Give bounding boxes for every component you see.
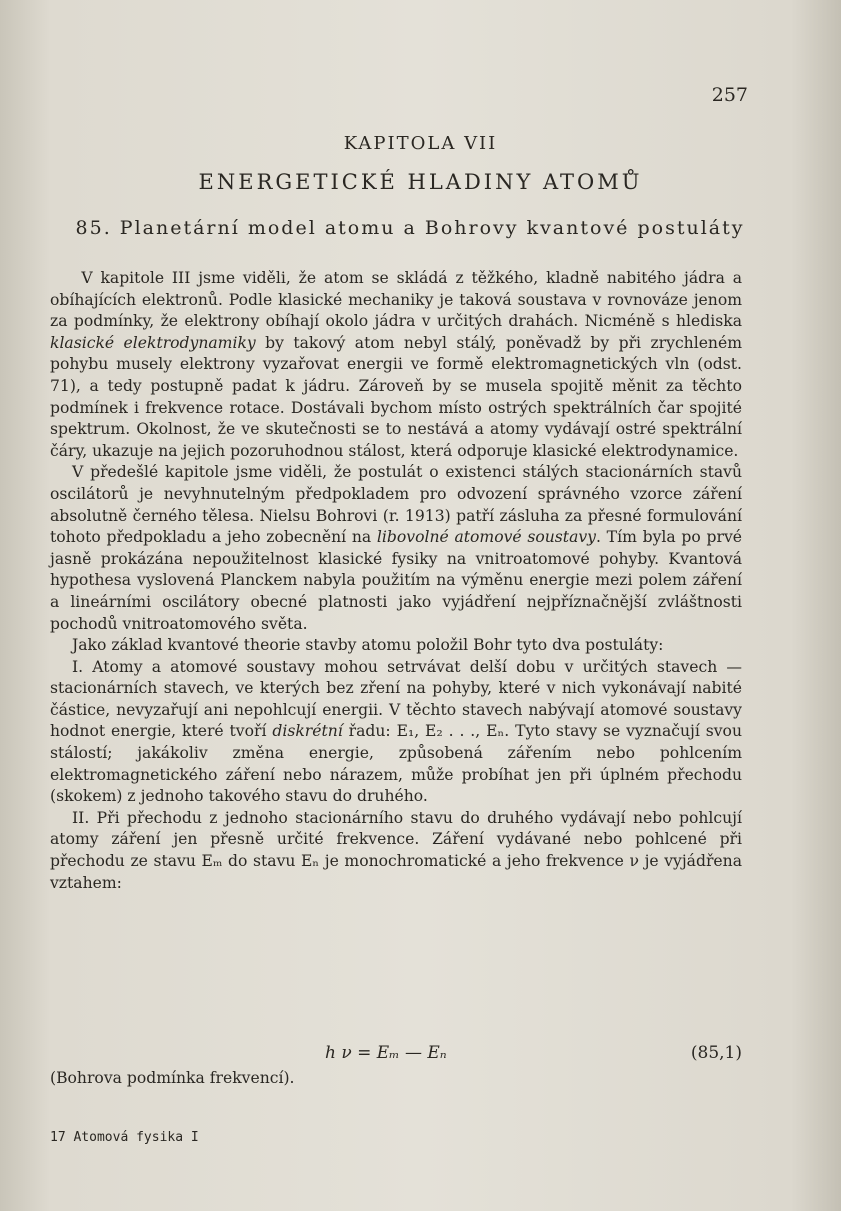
postulate-1-emphasis: diskrétní [272, 722, 343, 741]
chapter-label: KAPITOLA VII [343, 133, 498, 154]
paragraph-1-text: V kapitole III jsme viděli, že atom se skládá z těžkého, kladně nabitého jádra a obíhajících elektronů. Podle klasické mechaniky je taková soustava v rovnováze jenom za podmínky, že elektrony obíhají okolo jádra v určitých drahách. Nicméně s hlediska [50, 269, 742, 331]
body-text [50, 268, 742, 894]
section-title: 85. Planetární model atomu a Bohrovy kvantové postuláty [75, 217, 745, 239]
formula: h ν = Eₘ — Eₙ [325, 1043, 447, 1063]
chapter-title: ENERGETICKÉ HLADINY ATOMŮ [198, 170, 643, 194]
paragraph-1 [50, 268, 742, 462]
paragraph-3: Jako základ kvantové theorie stavby atomu položil Bohr tyto dva postuláty: [72, 636, 664, 655]
page-footer: 17 Atomová fysika I [50, 1130, 199, 1145]
postulate-1 [50, 657, 742, 808]
postulate-2: II. Při přechodu z jednoho stacionárního stavu do druhého vydávají nebo pohlcují atomy záření jen přesně určité frekvence. Záření vydávané nebo pohlcené při přechodu ze stavu Eₘ do stavu Eₙ je monochromatické a jeho frekvence ν je vyjádřena vztahem: [50, 808, 742, 892]
paragraph-2-text: V předešlé kapitole jsme viděli, že postulát o existenci stálých stacionárních stavů oscilátorů je nevyhnutelným předpokladem pro odvození správného vzorce záření absolutně černého tělesa. Nielsu Bohrovi (r. 1913) patří zásluha za přesné formulování tohoto předpokladu a jeho zobecnění na [50, 463, 742, 547]
page-number: 257 [711, 84, 748, 106]
paragraph-1-emphasis: klasické elektrodynamiky [50, 333, 256, 352]
postulate-1-rest: Tyto stavy se vyznačují svou stálostí; jakákoliv změna energie, způsobená zářením nebo pohlcením elektromagnetického záření nebo nárazem, může probíhat jen při úplném přechodu (skokem) z jednoho takového stavu do druhého. [50, 722, 742, 806]
paragraph-1-rest: by takový atom nebyl stálý, poněvadž by při zrychleném pohybu musely elektrony vyzařovat energii ve formě elektromagnetických vln (odst. 71), a tedy postupně padat k jádru. Zároveň by se musela spojitě měnit za těchto podmínek i frekvence rotace. Dostávali bychom místo ostrých spektrálních čar spojité spektrum. Okolnost, že ve skutečnosti se to nestává a atomy vydávají ostré spektrální čáry, ukazuje na jejich pozoruhodnou stálost, která odporuje klasické elektrodynamice. [50, 333, 742, 460]
formula-caption: (Bohrova podmínka frekvencí). [50, 1069, 295, 1087]
equation-number: (85,1) [690, 1043, 742, 1063]
paragraph-2-emphasis: libovolné atomové soustavy [376, 528, 596, 547]
postulate-1-text: I. Atomy a atomové soustavy mohou setrvávat delší dobu v určitých stavech — stacionárních stavech, ve kterých bez zření na pohyby, které v nich vykonávají nabité částice, nevyzařují ani nepohlcují energii. V těchto stavech nabývají atomové soustavy hodnot energie, které tvoří [50, 657, 742, 741]
postulate-1-series: řadu: E₁, E₂ . . ., Eₙ. [342, 722, 510, 741]
paragraph-2-rest: . Tím byla po prvé jasně prokázána nepoužitelnost klasické fysiky na vnitroatomové pohyby. Kvantová hypothesa vyslovená Planckem nabyla použitím na výměnu energie mezi polem záření a lineárními oscilátory obecné platnosti jako vyjádření nejpříznačnější zvláštnosti pochodů vnitroatomového světa. [50, 528, 742, 633]
paragraph-2 [50, 462, 742, 635]
formula-row [50, 1043, 742, 1071]
